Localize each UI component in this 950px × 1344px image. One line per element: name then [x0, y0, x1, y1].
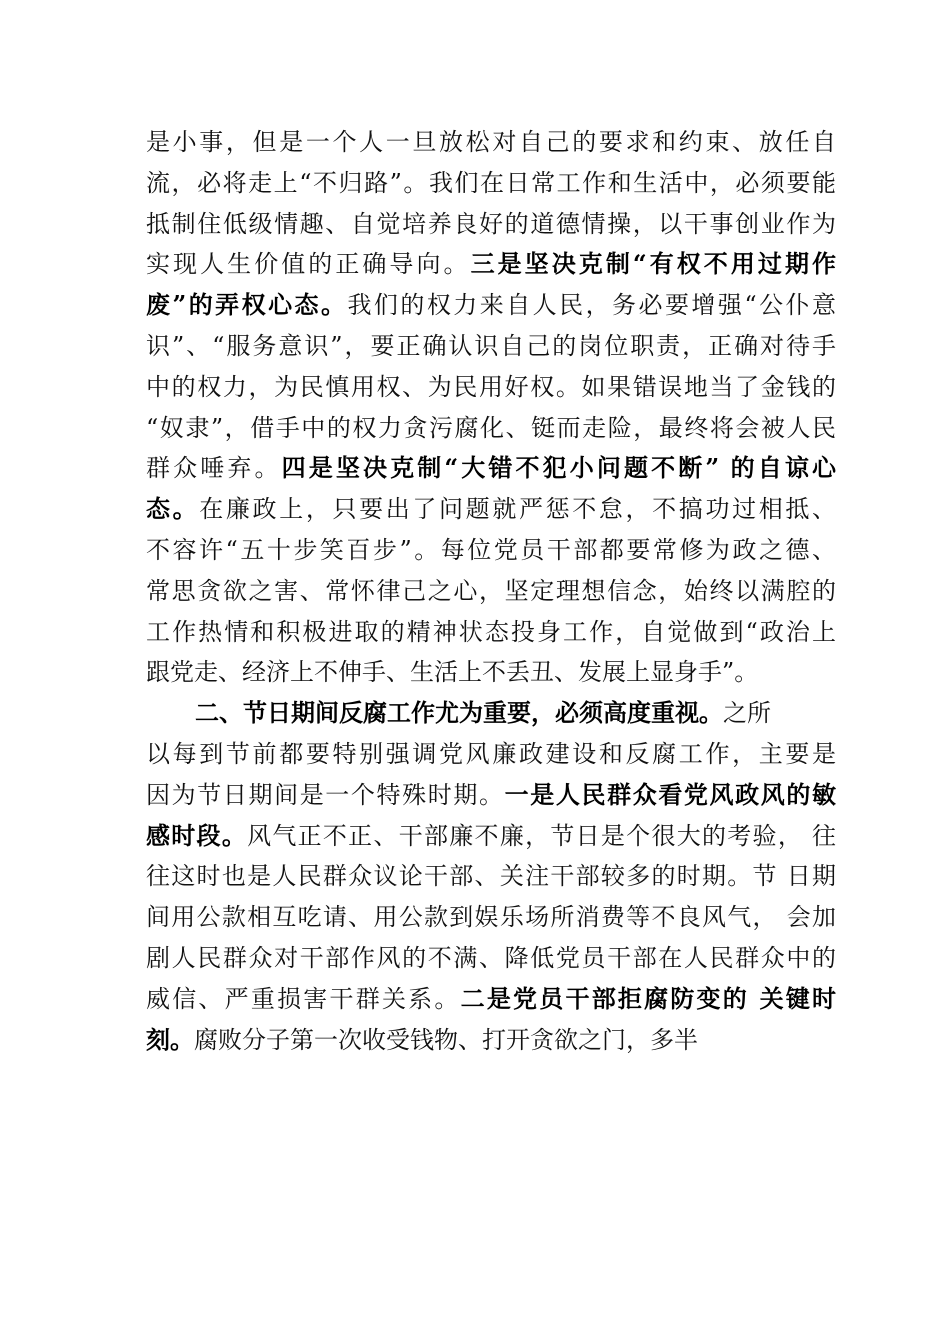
text-segment: 工作热情和积极进取的精神状态投身工作，自觉做到“政治上 — [146, 617, 836, 646]
text-line — [146, 856, 836, 897]
bold-text-segment: 刻。 — [146, 1024, 194, 1054]
bold-text-segment: 态。 — [146, 494, 200, 524]
text-line — [146, 408, 836, 449]
bold-text-segment: 二、节日期间反腐工作尤为重要，必须高度重视。 — [195, 698, 723, 728]
text-segment: 因为节日期间是一个特殊时期。 — [146, 780, 505, 809]
text-line — [146, 938, 836, 979]
text-line — [146, 204, 836, 245]
text-line — [146, 448, 836, 489]
text-segment: 实现人生价值的正确导向。 — [146, 250, 471, 279]
text-line — [146, 163, 836, 204]
text-segment: 抵制住低级情趣、自觉培养良好的道德情操，以干事创业作为 — [146, 209, 836, 238]
text-segment: 中的权力，为民慎用权、为民用好权。如果错误地当了金钱的 — [146, 372, 836, 401]
bold-text-segment: 三是坚决克制“有权不用过期作 — [470, 249, 836, 279]
text-line — [146, 489, 836, 530]
text-segment: 不容许“五十步笑百步”。每位党员干部都要常修为政之德、 — [146, 535, 836, 564]
bold-text-segment: 一是人民群众看党风政风的敏 — [504, 779, 836, 809]
text-line — [146, 1020, 836, 1061]
text-line — [146, 734, 836, 775]
text-segment: 风气正不正、干部廉不廉，节日是个很大的考验， 往 — [247, 821, 836, 850]
text-segment: 群众唾弃。 — [146, 454, 282, 483]
text-segment: 剧人民群众对干部作风的不满、降低党员干部在人民群众中的 — [146, 943, 836, 972]
text-line — [146, 816, 836, 857]
text-segment: 我们的权力来自人民，务必要增强“公仆意 — [347, 291, 836, 320]
text-line — [146, 285, 836, 326]
text-segment: 跟党走、经济上不伸手、生活上不丢丑、发展上显身手”。 — [146, 658, 759, 687]
text-line — [146, 612, 836, 653]
text-segment: 威信、严重损害干群关系。 — [146, 984, 461, 1013]
text-segment: 腐败分子第一次收受钱物、打开贪欲之门，多半 — [194, 1025, 698, 1054]
text-segment: 以每到节前都要特别强调党风廉政建设和反腐工作，主要是 — [146, 739, 836, 768]
bold-text-segment: 废”的弄权心态。 — [146, 290, 348, 320]
bold-text-segment: 二是党员干部拒腐防变的 关键时 — [460, 983, 836, 1013]
text-line — [146, 897, 836, 938]
text-line — [146, 367, 836, 408]
text-segment: 往这时也是人民群众议论干部、关注干部较多的时期。节 日期 — [146, 862, 836, 891]
text-segment: 常思贪欲之害、常怀律己之心，坚定理想信念，始终以满腔的 — [146, 576, 836, 605]
text-line — [146, 326, 836, 367]
text-segment: 之所 — [723, 699, 771, 728]
text-line — [146, 571, 836, 612]
body-text — [146, 122, 836, 1060]
bold-text-segment: 四是坚决克制“大错不犯小问题不断” 的自谅心 — [281, 453, 836, 483]
text-segment: 间用公款相互吃请、用公款到娱乐场所消费等不良风气， 会加 — [146, 903, 836, 932]
text-line — [146, 775, 836, 816]
text-line — [146, 693, 836, 734]
text-segment: 在廉政上，只要出了问题就严惩不怠，不搞功过相抵、 — [199, 495, 836, 524]
bold-text-segment: 感时段。 — [146, 820, 248, 850]
text-segment: “奴隶”，借手中的权力贪污腐化、铤而走险，最终将会被人民 — [146, 413, 836, 442]
text-line — [146, 979, 836, 1020]
text-segment: 识”、“服务意识”，要正确认识自己的岗位职责，正确对待手 — [146, 331, 836, 360]
text-line — [146, 652, 836, 693]
text-line — [146, 122, 836, 163]
text-segment: 是小事，但是一个人一旦放松对自己的要求和约束、放任自 — [146, 128, 836, 156]
text-line — [146, 244, 836, 285]
text-segment: 流，必将走上“不归路”。我们在日常工作和生活中，必须要能 — [146, 168, 836, 197]
text-line — [146, 530, 836, 571]
